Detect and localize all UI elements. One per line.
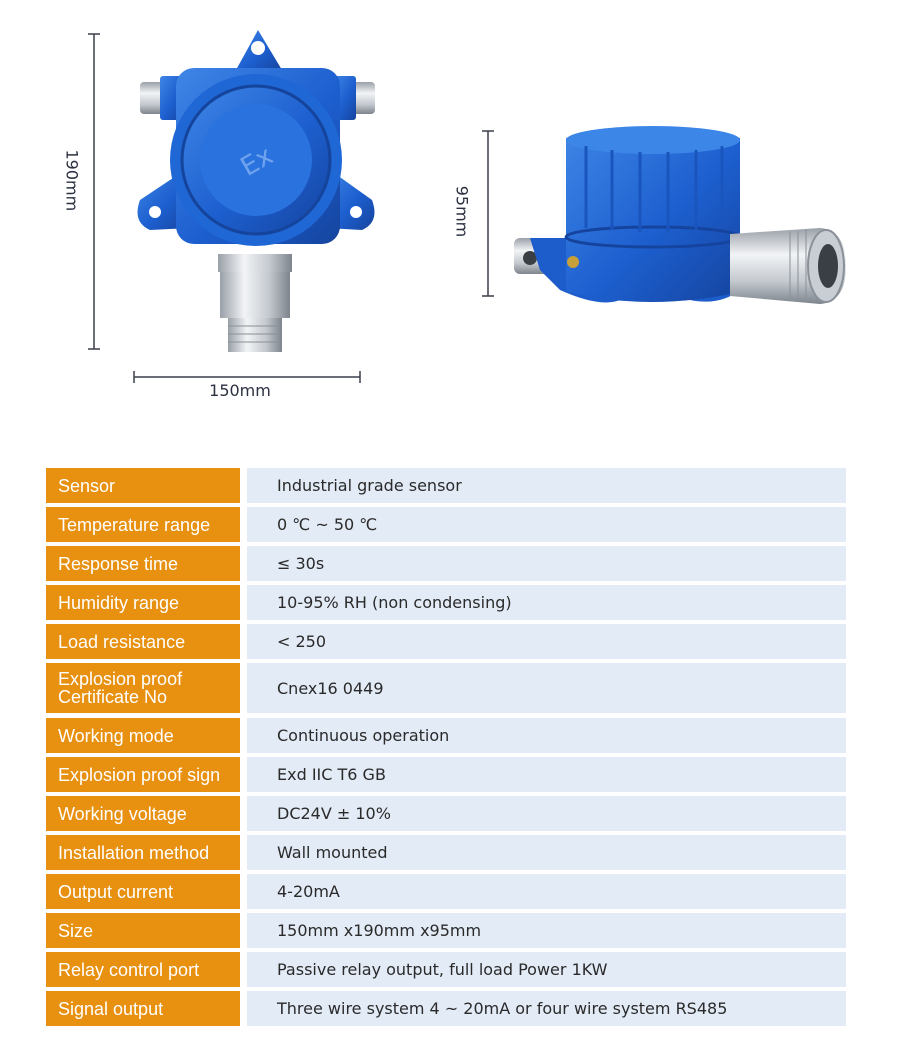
spec-row: [46, 718, 846, 753]
spec-key: Response time: [46, 546, 240, 581]
spec-key: Working voltage: [46, 796, 240, 831]
product-figures: [0, 0, 900, 440]
spec-value: Passive relay output, full load Power 1KW: [247, 952, 846, 987]
spec-key: Signal output: [46, 991, 240, 1026]
spec-row: [46, 507, 846, 542]
spec-value: Three wire system 4 ~ 20mA or four wire system RS485: [247, 991, 846, 1026]
front-view-device: [138, 30, 375, 352]
spec-value: Cnex16 0449: [247, 663, 846, 713]
spec-key: Explosion proof Certificate No: [46, 663, 240, 713]
spec-row: [46, 624, 846, 659]
svg-text:Ex: Ex: [235, 140, 279, 183]
spec-row: [46, 546, 846, 581]
spec-value: < 250: [247, 624, 846, 659]
spec-key: Temperature range: [46, 507, 240, 542]
spec-key: Explosion proof sign: [46, 757, 240, 792]
spec-value: Continuous operation: [247, 718, 846, 753]
spec-value: 4-20mA: [247, 874, 846, 909]
product-illustration: [0, 0, 900, 440]
spec-value: ≤ 30s: [247, 546, 846, 581]
width-dimension-label: 150mm: [209, 381, 271, 400]
spec-row: [46, 952, 846, 987]
spec-row: [46, 913, 846, 948]
spec-key: Humidity range: [46, 585, 240, 620]
spec-key: Output current: [46, 874, 240, 909]
spec-key: Relay control port: [46, 952, 240, 987]
spec-row: [46, 663, 846, 713]
spec-value: DC24V ± 10%: [247, 796, 846, 831]
spec-row: [46, 585, 846, 620]
spec-key: Size: [46, 913, 240, 948]
spec-value: 150mm x190mm x95mm: [247, 913, 846, 948]
spec-row: [46, 796, 846, 831]
spec-value: 10-95% RH (non condensing): [247, 585, 846, 620]
spec-row: [46, 991, 846, 1026]
spec-row: [46, 874, 846, 909]
height-dimension-label: 190mm: [62, 149, 82, 212]
side-view-device: [514, 126, 846, 304]
spec-key: Load resistance: [46, 624, 240, 659]
spec-key: Working mode: [46, 718, 240, 753]
depth-dimension-label: 95mm: [452, 185, 472, 238]
spec-row: [46, 757, 846, 792]
spec-row: [46, 835, 846, 870]
spec-value: Industrial grade sensor: [247, 468, 846, 503]
spec-row: [46, 468, 846, 503]
spec-value: Exd IIC T6 GB: [247, 757, 846, 792]
spec-key: Installation method: [46, 835, 240, 870]
dimension-line-side: [482, 131, 494, 296]
spec-value: 0 ℃ ~ 50 ℃: [247, 507, 846, 542]
spec-value: Wall mounted: [247, 835, 846, 870]
spec-key: Sensor: [46, 468, 240, 503]
